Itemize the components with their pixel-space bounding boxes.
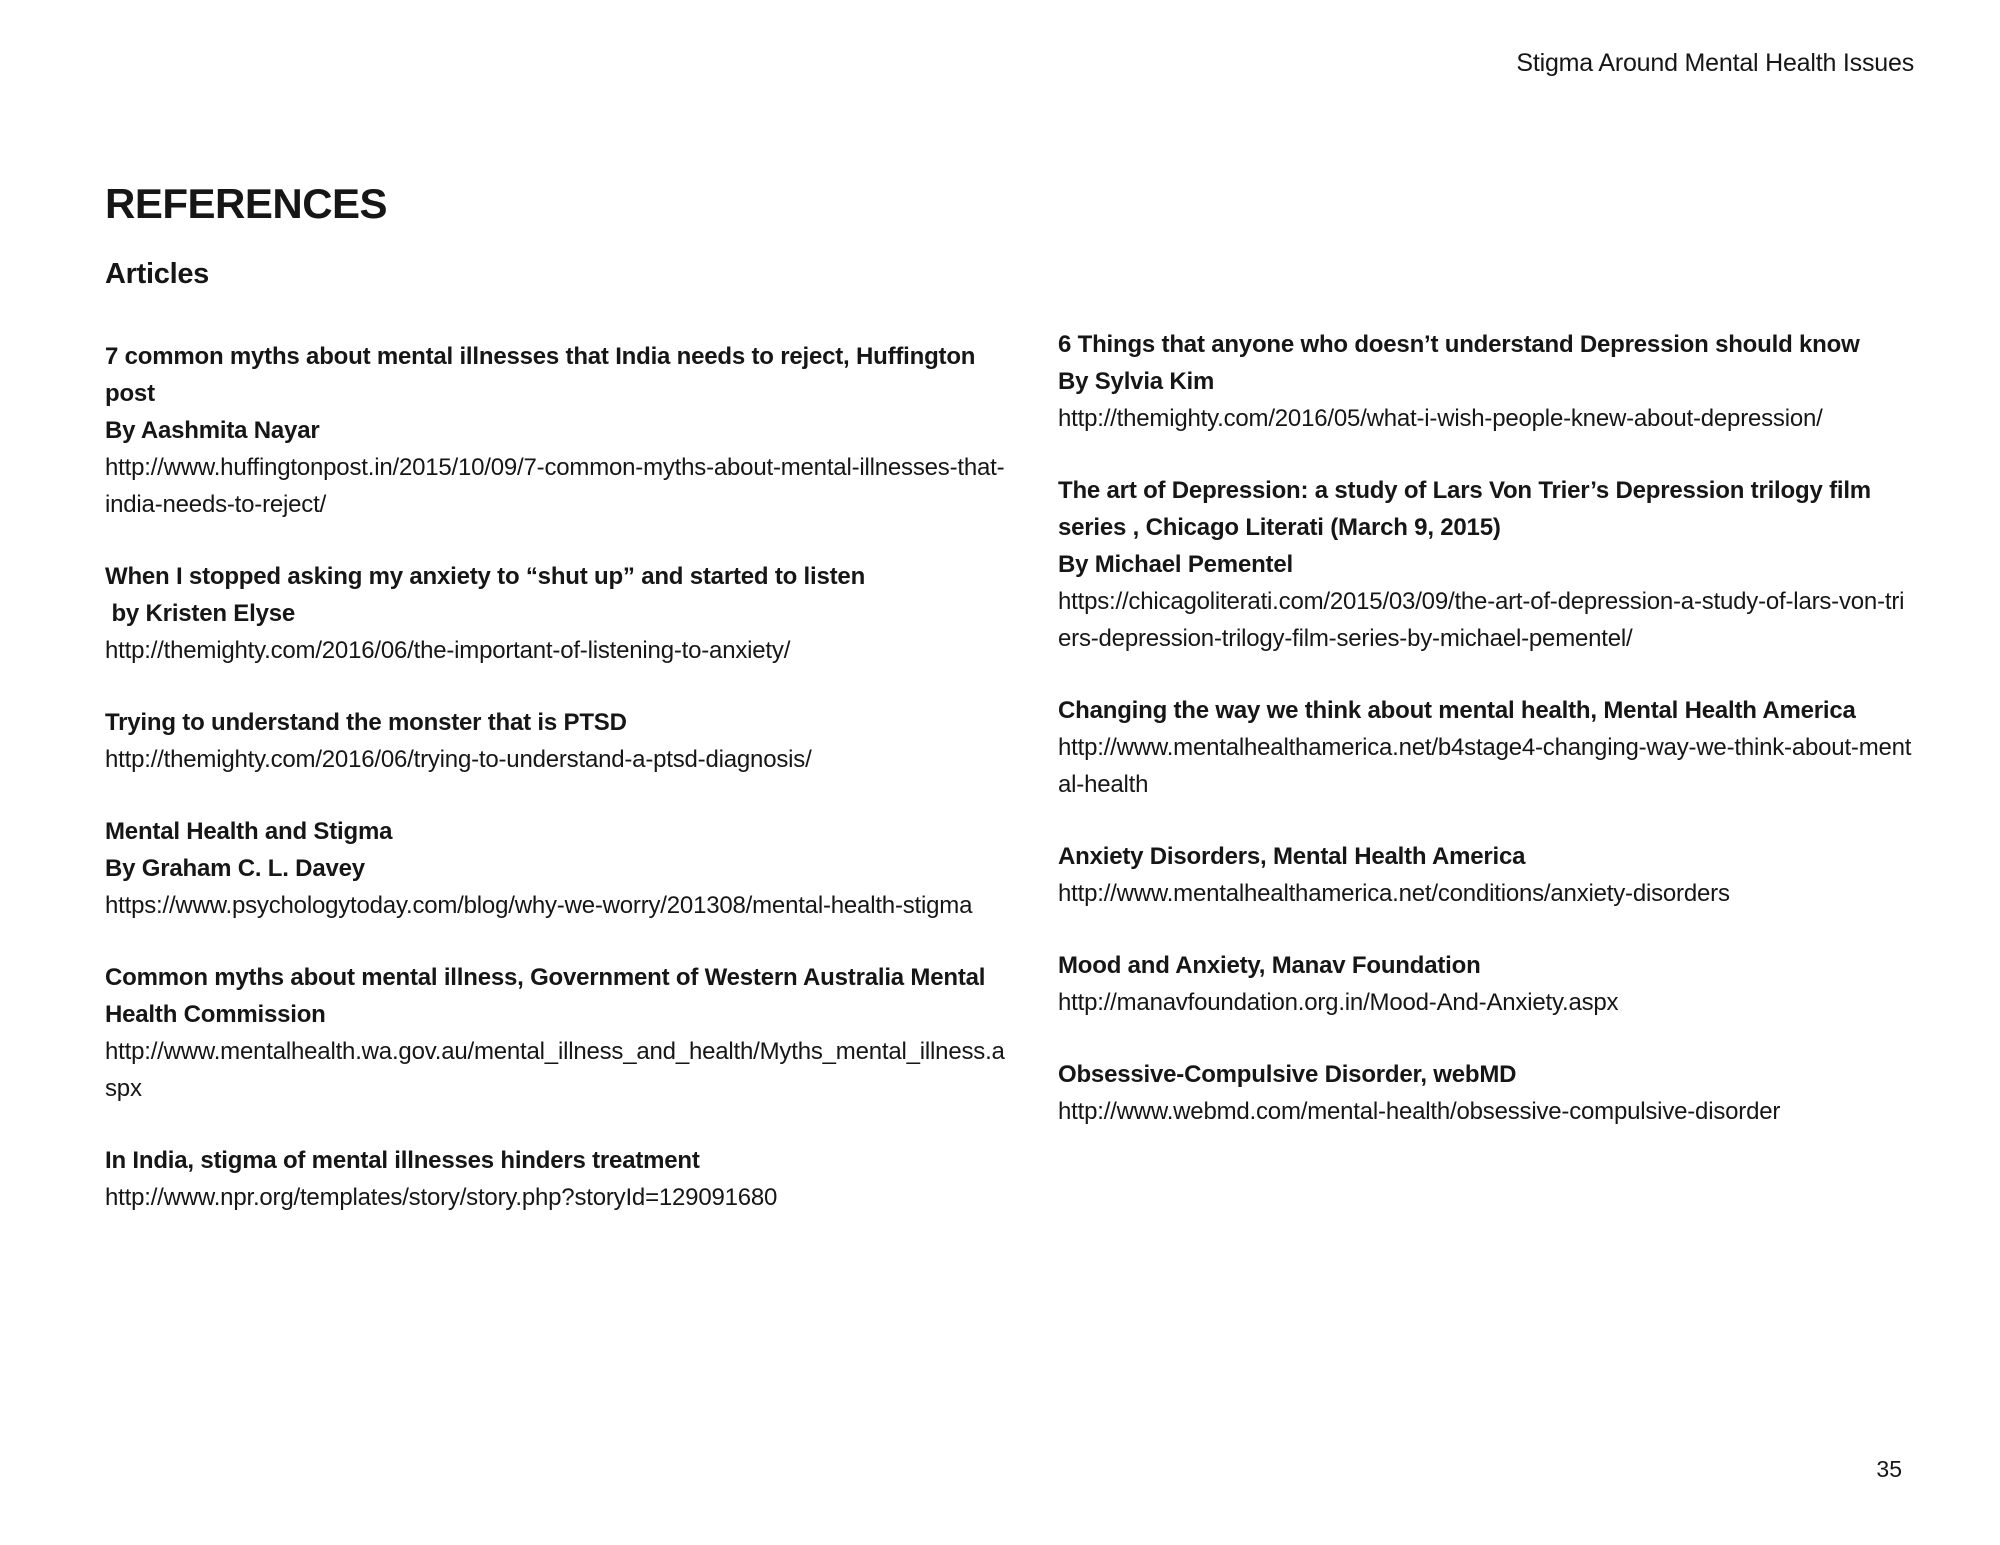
reference-author: by Kristen Elyse [105, 600, 296, 627]
reference-author: By Aashmita Nayar [105, 417, 320, 444]
reference-entry [1058, 472, 1916, 657]
reference-url: http://www.npr.org/templates/story/story.php?storyId=129091680 [105, 1184, 778, 1211]
running-header: Stigma Around Mental Health Issues [1516, 49, 1914, 77]
reference-entry [105, 959, 1005, 1107]
references-right-column [1058, 326, 1916, 1251]
reference-entry [1058, 1056, 1916, 1130]
page-title: REFERENCES [105, 180, 388, 227]
reference-title: Changing the way we think about mental health, Mental Health America [1058, 697, 1856, 724]
reference-url: http://www.webmd.com/mental-health/obsessive-compulsive-disorder [1058, 1098, 1781, 1125]
reference-author: By Sylvia Kim [1058, 368, 1215, 395]
reference-entry [1058, 838, 1916, 912]
reference-title: When I stopped asking my anxiety to “shut up” and started to listen [105, 563, 866, 590]
reference-url: http://www.mentalhealthamerica.net/conditions/anxiety-disorders [1058, 880, 1730, 907]
reference-title: Trying to understand the monster that is PTSD [105, 709, 627, 736]
reference-author: By Graham C. L. Davey [105, 855, 365, 882]
reference-title: Mood and Anxiety, Manav Foundation [1058, 952, 1481, 979]
reference-url: http://themighty.com/2016/05/what-i-wish-people-knew-about-depression/ [1058, 405, 1823, 432]
reference-url: http://manavfoundation.org.in/Mood-And-Anxiety.aspx [1058, 989, 1619, 1016]
references-left-column [105, 338, 1005, 1251]
reference-title: Anxiety Disorders, Mental Health America [1058, 843, 1526, 870]
reference-title: 6 Things that anyone who doesn’t understand Depression should know [1058, 331, 1860, 358]
reference-url: http://themighty.com/2016/06/trying-to-understand-a-ptsd-diagnosis/ [105, 746, 812, 773]
reference-title: In India, stigma of mental illnesses hinders treatment [105, 1147, 700, 1174]
reference-url: http://www.mentalhealth.wa.gov.au/mental_illness_and_health/Myths_mental_illness.aspx [105, 1038, 1005, 1102]
reference-url: http://www.mentalhealthamerica.net/b4stage4-changing-way-we-think-about-mental-health [1058, 734, 1912, 798]
reference-entry [105, 338, 1005, 523]
reference-title: Obsessive-Compulsive Disorder, webMD [1058, 1061, 1517, 1088]
reference-title: 7 common myths about mental illnesses that India needs to reject, Huffington post [105, 343, 982, 407]
reference-title: Mental Health and Stigma [105, 818, 393, 845]
reference-entry [105, 813, 1005, 924]
section-heading-articles: Articles [105, 258, 209, 290]
reference-entry [105, 704, 1005, 778]
reference-url: http://www.huffingtonpost.in/2015/10/09/7-common-myths-about-mental-illnesses-that-india-needs-to-reject/ [105, 454, 1005, 518]
references-columns [105, 331, 1916, 1251]
reference-author: By Michael Pementel [1058, 551, 1293, 578]
reference-url: http://themighty.com/2016/06/the-important-of-listening-to-anxiety/ [105, 637, 791, 664]
reference-url: https://www.psychologytoday.com/blog/why-we-worry/201308/mental-health-stigma [105, 892, 973, 919]
reference-title: The art of Depression: a study of Lars Von Trier’s Depression trilogy film series , Chicago Literati (March 9, 2015) [1058, 477, 1878, 541]
reference-entry [105, 1142, 1005, 1216]
reference-url: https://chicagoliterati.com/2015/03/09/the-art-of-depression-a-study-of-lars-von-triers-depression-trilogy-film-series-by-michael-pementel/ [1058, 588, 1905, 652]
reference-entry [1058, 947, 1916, 1021]
reference-entry [1058, 326, 1916, 437]
reference-entry [105, 558, 1005, 669]
reference-entry [1058, 692, 1916, 803]
page-number: 35 [1876, 1456, 1902, 1482]
reference-title: Common myths about mental illness, Government of Western Australia Mental Health Commission [105, 964, 992, 1028]
